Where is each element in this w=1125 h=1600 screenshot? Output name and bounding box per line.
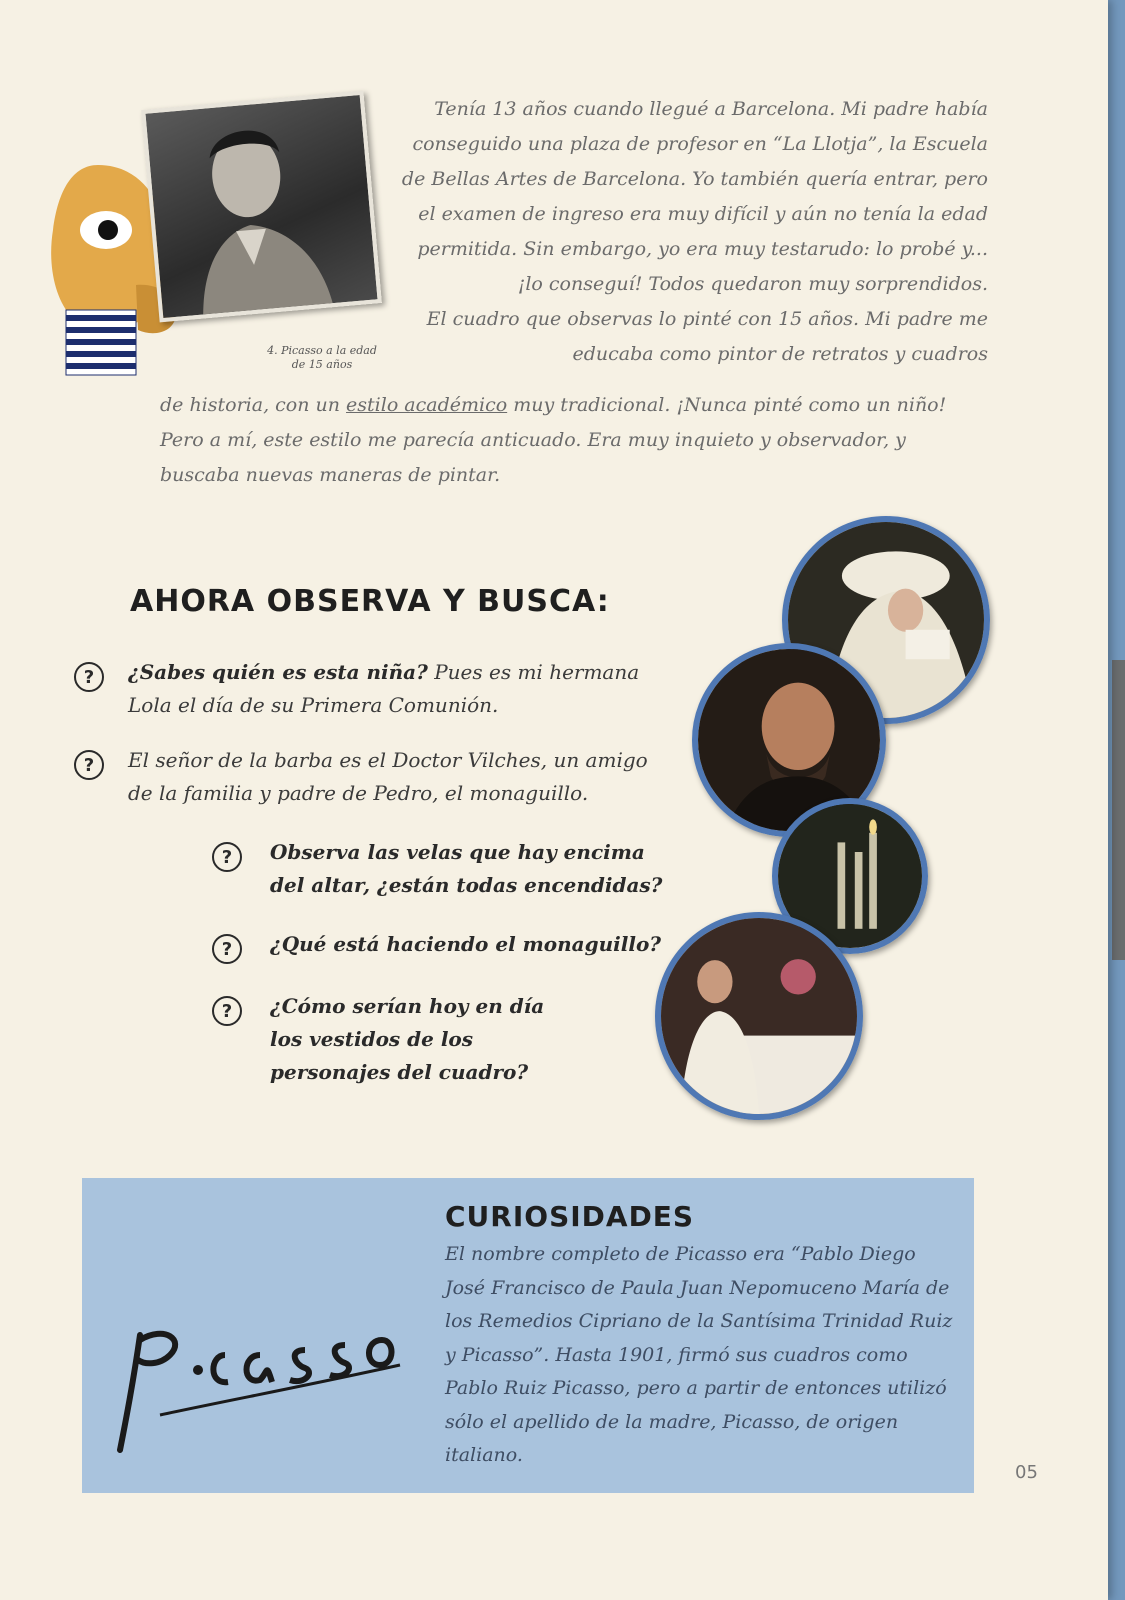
intro-text: Tenía 13 años cuando llegué a Barcelona. Mi padre había conseguido una plaza de profesor en “La Llotja”, la Escuela de Bellas Artes de Barcelona. Yo también quería entrar, pero el examen de ingreso era muy difícil y aún no tenía la edad permitida. Sin embargo, yo era muy testarudo: lo probé y... ¡lo conseguí! Todos quedaron muy sorprendidos. [401, 98, 988, 295]
question-icon: ? [74, 750, 104, 780]
page-number: 05 [1015, 1462, 1038, 1483]
photo-caption [252, 344, 392, 373]
question-icon: ? [212, 934, 242, 964]
question-icon: ? [212, 842, 242, 872]
question-1-bold: ¿Sabes quién es esta niña? [128, 660, 428, 684]
caption-line: de 15 años [291, 358, 353, 372]
question-2: El señor de la barba es el Doctor Vilches, un amigo de la familia y padre de Pedro, el monaguillo. [128, 748, 648, 805]
section-heading: AHORA OBSERVA Y BUSCA: [130, 584, 610, 619]
question-icon: ? [212, 996, 242, 1026]
intro-paragraph-tail [160, 388, 990, 493]
question-3: Observa las velas que hay encima del altar, ¿están todas encendidas? [270, 840, 663, 897]
intro-text-3: de historia, con un [160, 394, 347, 416]
intro-paragraph [388, 92, 988, 372]
curiosidades-title: CURIOSIDADES [445, 1200, 695, 1233]
picasso-signature [110, 1310, 430, 1460]
question-icon: ? [74, 662, 104, 692]
intro-text-2: El cuadro que observas lo pinté con 15 años. Mi padre me educaba como pintor de retratos y cuadros [426, 308, 988, 365]
question-1-rest: Pues es mi hermana Lola el día de su Primera Comunión. [128, 660, 640, 717]
question-5: ¿Cómo serían hoy en día los vestidos de los personajes del cuadro? [270, 994, 545, 1084]
painting-detail-altar-boy [655, 912, 863, 1120]
right-edge-shadow [1112, 660, 1125, 960]
question-1 [128, 656, 658, 722]
curiosidades-text: El nombre completo de Picasso era “Pablo Diego José Francisco de Paula Juan Nepomuceno María de los Remedios Cipriano de la Santísima Trinidad Ruiz y Picasso”. Hasta 1901, firmó sus cuadros como Pablo Ruiz Picasso, pero a partir de entonces utilizó sólo el apellido de la madre, Picasso, de origen italiano. [445, 1243, 953, 1466]
intro-text-4: muy tradicional. ¡Nunca pinté como un niño! Pero a mí, este estilo me parecía anticuado. Era muy inquieto y observador, y buscaba nuevas maneras de pintar. [160, 394, 947, 486]
underlined-term: estilo académico [346, 394, 508, 416]
young-picasso-photo [141, 91, 382, 323]
caption-line: 4. Picasso a la edad [267, 344, 377, 357]
question-4: ¿Qué está haciendo el monaguillo? [270, 932, 662, 956]
